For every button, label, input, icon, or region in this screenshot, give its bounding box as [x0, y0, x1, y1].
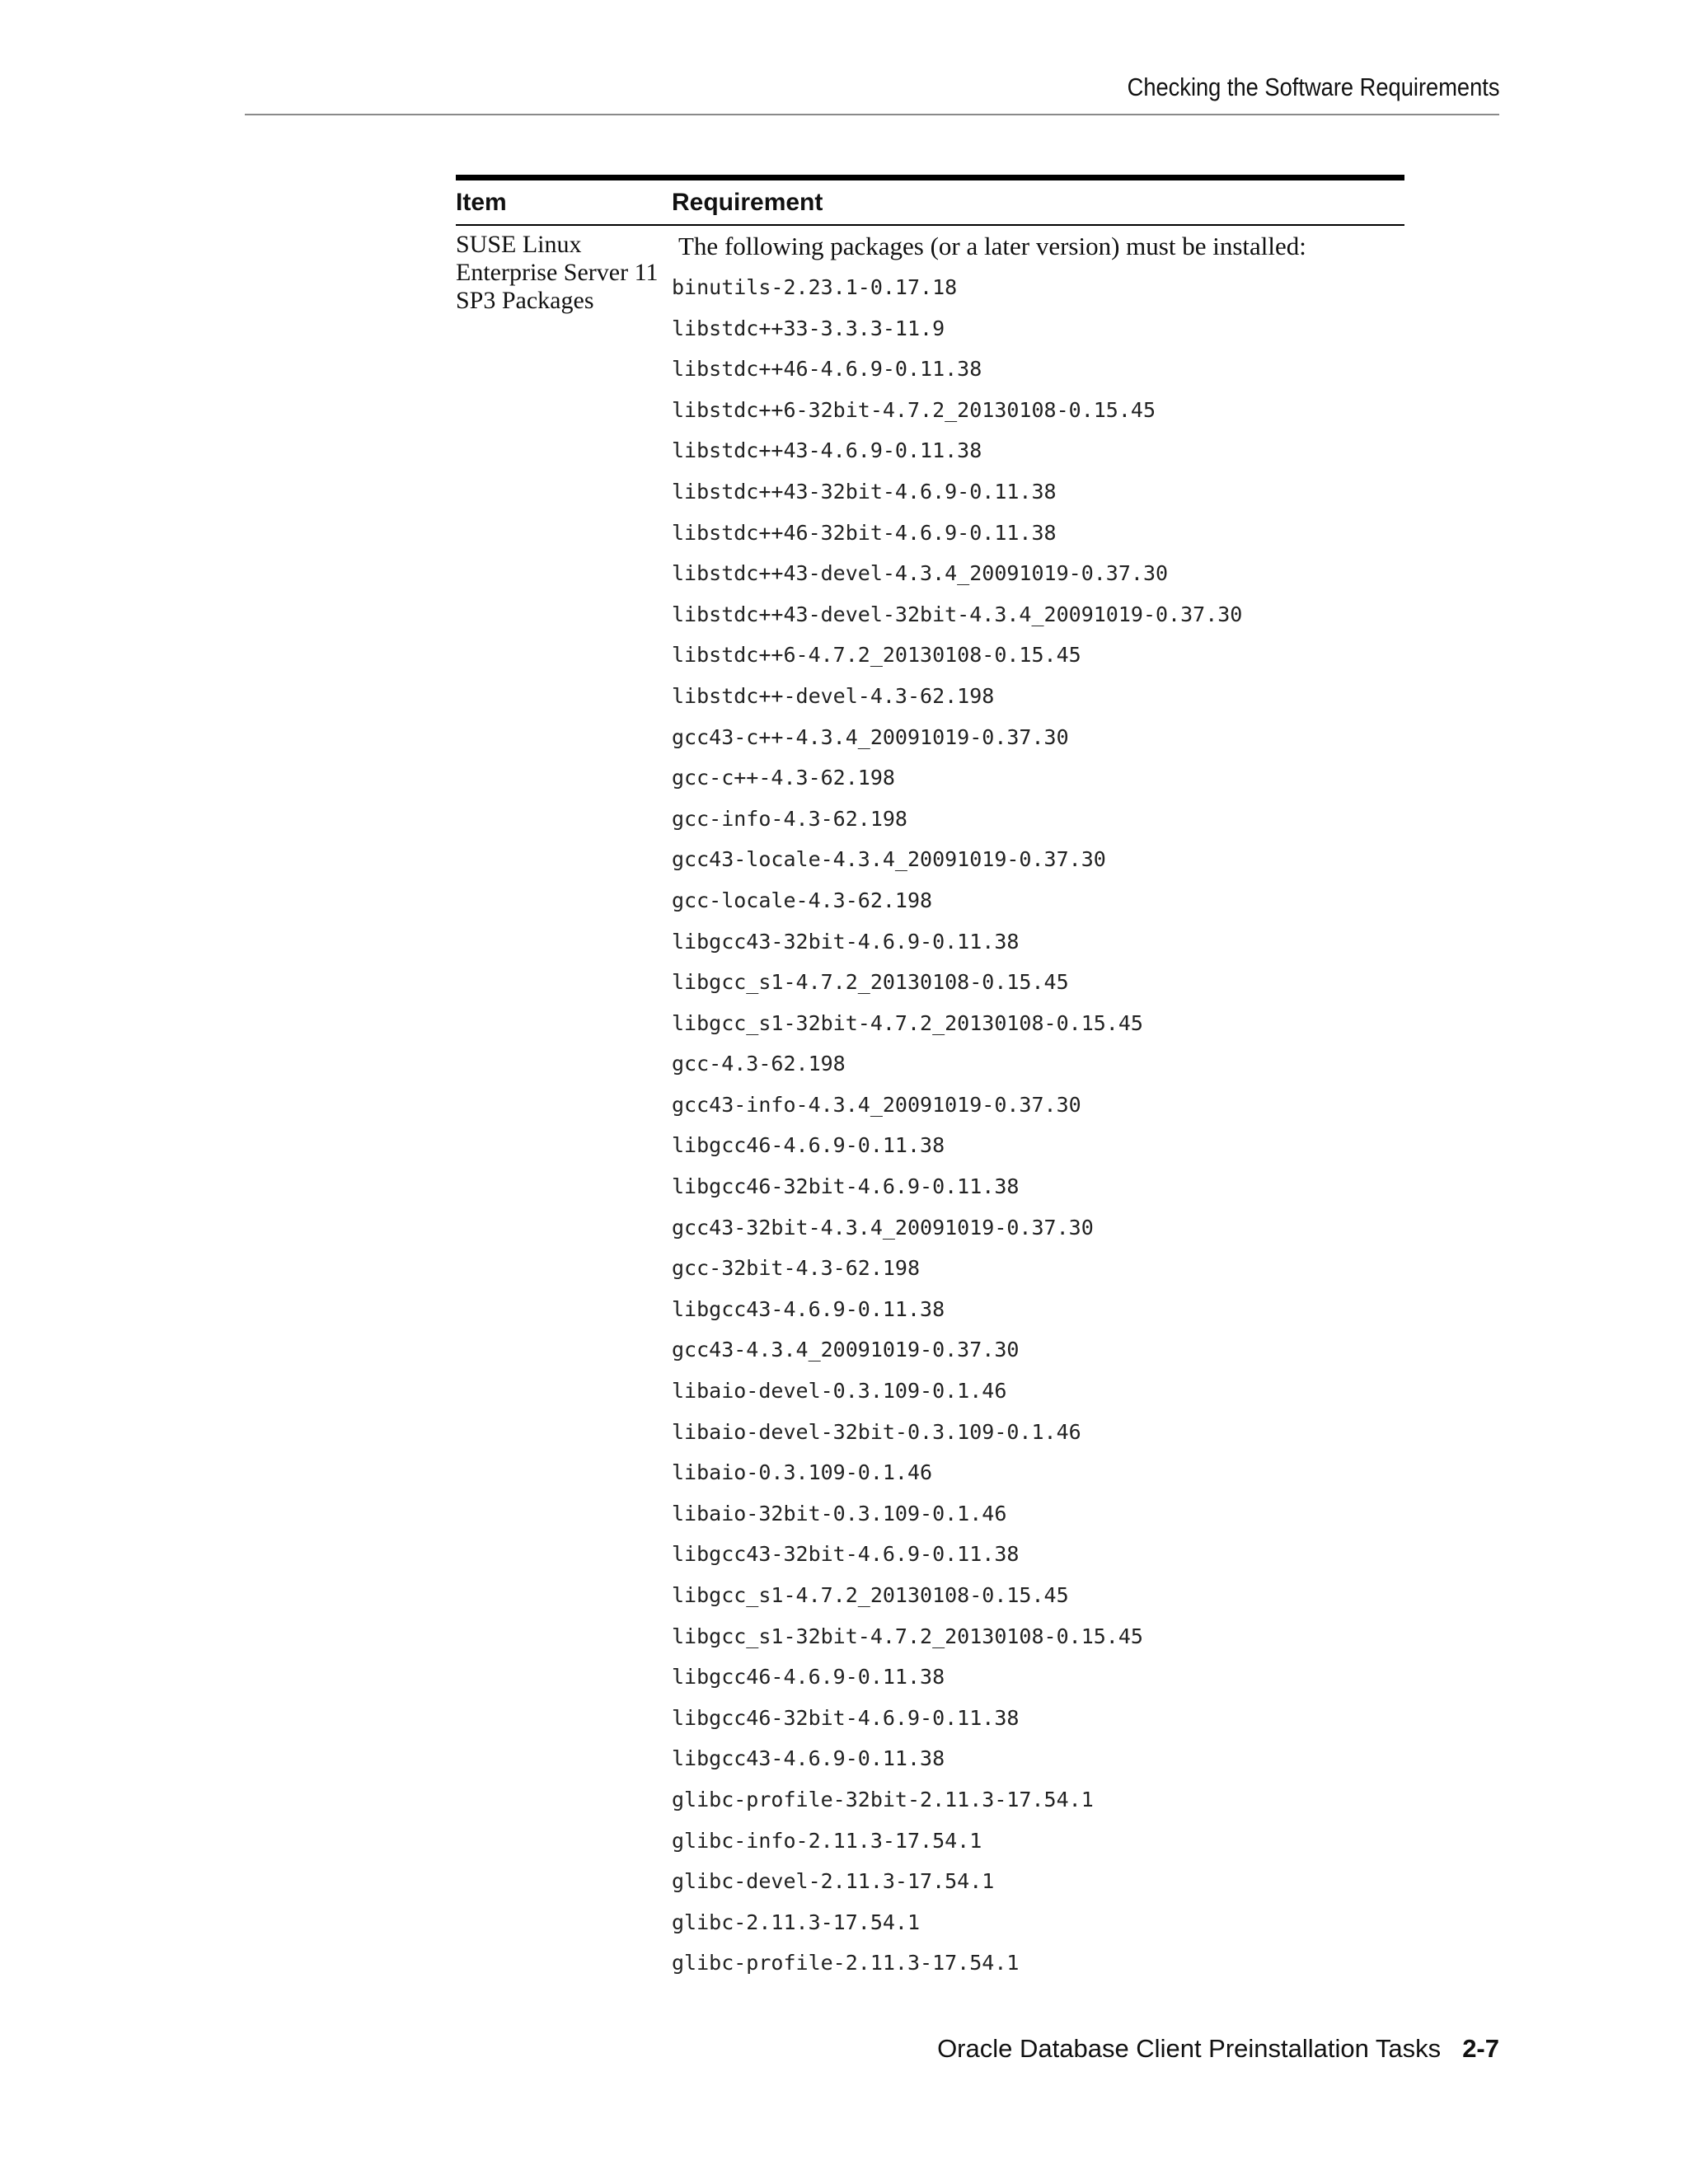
package-list: [672, 267, 1404, 1984]
package-item: libgcc_s1-4.7.2_20130108-0.15.45: [672, 1583, 1069, 1607]
package-item: libstdc++-devel-4.3-62.198: [672, 683, 995, 708]
package-item: libgcc46-32bit-4.6.9-0.11.38: [672, 1705, 1020, 1730]
table-header-row: [456, 180, 1404, 226]
package-item: gcc43-locale-4.3.4_20091019-0.37.30: [672, 847, 1106, 872]
package-item: libstdc++46-4.6.9-0.11.38: [672, 357, 982, 382]
package-item: libstdc++43-4.6.9-0.11.38: [672, 438, 982, 463]
package-item: libaio-devel-32bit-0.3.109-0.1.46: [672, 1419, 1081, 1444]
package-item: libaio-32bit-0.3.109-0.1.46: [672, 1501, 1007, 1526]
package-item: libgcc_s1-4.7.2_20130108-0.15.45: [672, 970, 1069, 995]
requirement-intro: The following packages (or a later version) must be installed:: [678, 232, 1306, 260]
package-item: glibc-2.11.3-17.54.1: [672, 1910, 921, 1934]
package-item: glibc-profile-2.11.3-17.54.1: [672, 1951, 1020, 1975]
package-item: libaio-devel-0.3.109-0.1.46: [672, 1379, 1007, 1404]
page-footer: [937, 2034, 1499, 2064]
column-header-item: Item: [456, 189, 507, 216]
package-item: libstdc++43-devel-4.3.4_20091019-0.37.30: [672, 561, 1169, 586]
package-item: gcc43-c++-4.3.4_20091019-0.37.30: [672, 724, 1069, 749]
package-item: gcc-4.3-62.198: [672, 1052, 846, 1076]
header-rule: [245, 114, 1499, 115]
package-item: gcc43-info-4.3.4_20091019-0.37.30: [672, 1092, 1081, 1117]
footer-page-number: 2-7: [1462, 2034, 1499, 2063]
package-item: gcc-info-4.3-62.198: [672, 806, 907, 831]
package-item: libgcc46-4.6.9-0.11.38: [672, 1665, 945, 1690]
package-item: libgcc43-32bit-4.6.9-0.11.38: [672, 929, 1020, 954]
package-item: glibc-info-2.11.3-17.54.1: [672, 1828, 982, 1853]
package-item: glibc-devel-2.11.3-17.54.1: [672, 1869, 995, 1894]
package-item: gcc43-4.3.4_20091019-0.37.30: [672, 1338, 1020, 1362]
package-item: libgcc46-32bit-4.6.9-0.11.38: [672, 1174, 1020, 1199]
footer-book-title: Oracle Database Client Preinstallation Tasks: [937, 2034, 1442, 2063]
package-item: libgcc43-4.6.9-0.11.38: [672, 1296, 945, 1321]
package-item: libstdc++33-3.3.3-11.9: [672, 316, 945, 340]
package-item: libgcc_s1-32bit-4.7.2_20130108-0.15.45: [672, 1624, 1143, 1648]
package-item: libaio-0.3.109-0.1.46: [672, 1460, 933, 1485]
package-item: libgcc43-4.6.9-0.11.38: [672, 1746, 945, 1771]
requirements-table: [456, 175, 1404, 1975]
running-header: Checking the Software Requirements: [1127, 73, 1499, 101]
column-header-requirement: Requirement: [672, 189, 823, 216]
table-top-rule: [456, 175, 1404, 180]
package-item: libgcc46-4.6.9-0.11.38: [672, 1133, 945, 1158]
item-cell: SUSE Linux Enterprise Server 11 SP3 Packages: [456, 231, 659, 314]
package-item: glibc-profile-32bit-2.11.3-17.54.1: [672, 1787, 1094, 1811]
package-item: libgcc_s1-32bit-4.7.2_20130108-0.15.45: [672, 1010, 1143, 1035]
package-item: libstdc++46-32bit-4.6.9-0.11.38: [672, 520, 1057, 545]
package-item: binutils-2.23.1-0.17.18: [672, 275, 958, 299]
package-item: gcc-locale-4.3-62.198: [672, 888, 933, 912]
package-item: libstdc++43-32bit-4.6.9-0.11.38: [672, 479, 1057, 504]
package-item: libstdc++6-32bit-4.7.2_20130108-0.15.45: [672, 397, 1156, 422]
package-item: libstdc++6-4.7.2_20130108-0.15.45: [672, 643, 1081, 668]
package-item: gcc-32bit-4.3-62.198: [672, 1256, 921, 1281]
package-item: libgcc43-32bit-4.6.9-0.11.38: [672, 1542, 1020, 1567]
package-item: gcc43-32bit-4.3.4_20091019-0.37.30: [672, 1215, 1094, 1240]
package-item: libstdc++43-devel-32bit-4.3.4_20091019-0.37.30: [672, 602, 1243, 626]
package-item: gcc-c++-4.3-62.198: [672, 766, 895, 790]
requirement-cell: [672, 226, 1404, 1984]
